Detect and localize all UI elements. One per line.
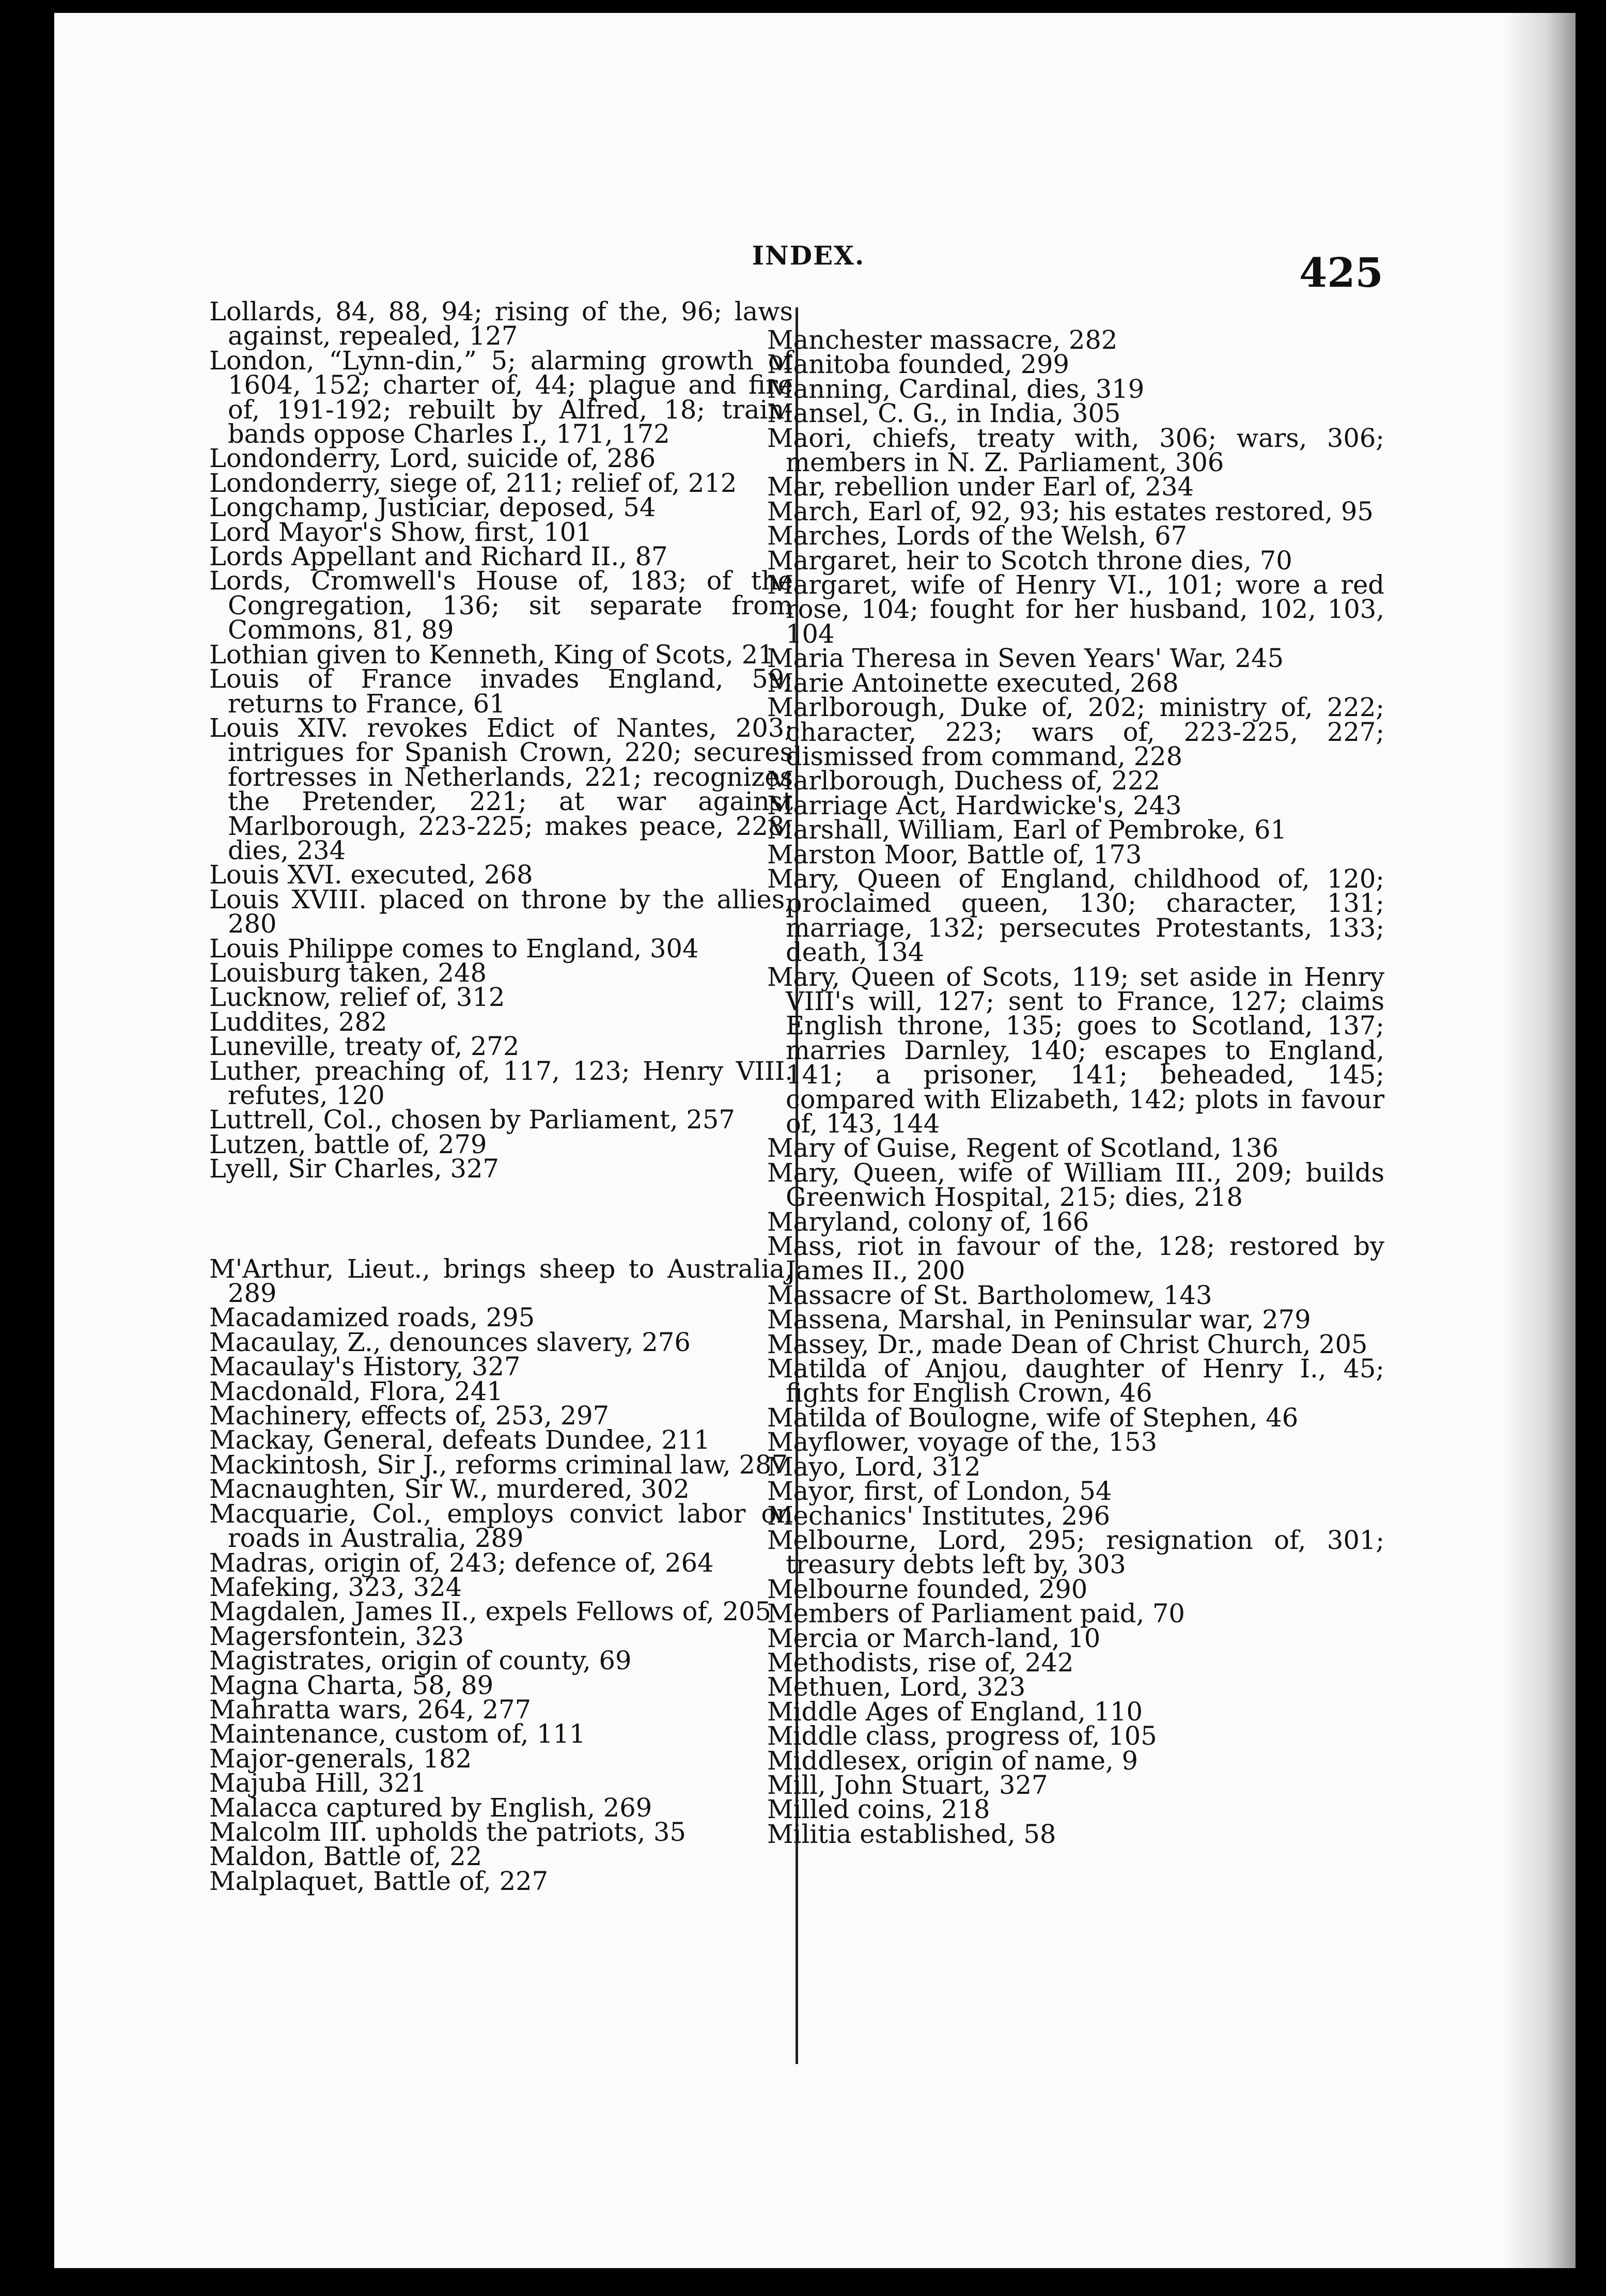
index-entry: Mary, Queen of Scots, 119; set aside in Henry VIII's will, 127; sent to France, 127; claims English throne, 135; goes to Scotland, 137; marries Darnley, 140; escapes to England, 141; a prisoner, 141; beheaded, 145; compared with Elizabeth, 142; plots in favour of, 143, 144 xyxy=(767,961,1384,1139)
index-entry: Magersfontein, 323 xyxy=(209,1621,464,1651)
right-column xyxy=(767,325,1384,1849)
index-entry: Macnaughten, Sir W., murdered, 302 xyxy=(209,1474,690,1504)
index-entry: Luttrell, Col., chosen by Parliament, 257 xyxy=(209,1105,735,1135)
index-entry: Mayor, first, of London, 54 xyxy=(767,1476,1112,1507)
index-entry: Maria Theresa in Seven Years' War, 245 xyxy=(767,643,1284,674)
index-entry: Lyell, Sir Charles, 327 xyxy=(209,1154,499,1184)
index-entry: Macadamized roads, 295 xyxy=(209,1302,535,1333)
index-entry: Machinery, effects of, 253, 297 xyxy=(209,1401,610,1431)
index-entry: Mayflower, voyage of the, 153 xyxy=(767,1427,1158,1457)
index-entry: Maldon, Battle of, 22 xyxy=(209,1841,482,1872)
index-entry: Mass, riot in favour of the, 128; restored by James II., 200 xyxy=(767,1231,1384,1286)
index-entry: Marshall, William, Earl of Pembroke, 61 xyxy=(767,815,1287,845)
index-entry: Members of Parliament paid, 70 xyxy=(767,1599,1185,1629)
index-entry: Magna Charta, 58, 89 xyxy=(209,1670,494,1700)
index-entry: Louis Philippe comes to England, 304 xyxy=(209,933,699,964)
index-entry: Matilda of Boulogne, wife of Stephen, 46 xyxy=(767,1402,1299,1433)
index-entry: Maori, chiefs, treaty with, 306; wars, 306; members in N. Z. Parliament, 306 xyxy=(767,423,1384,478)
index-entry: Macaulay, Z., denounces slavery, 276 xyxy=(209,1327,691,1357)
index-entry: Mayo, Lord, 312 xyxy=(767,1451,981,1482)
index-entry: Macquarie, Col., employs convict labor on roads in Australia, 289 xyxy=(209,1498,793,1554)
index-entry: Massena, Marshal, in Peninsular war, 279 xyxy=(767,1305,1311,1335)
index-page xyxy=(54,13,1576,2268)
index-entry: Lollards, 84, 88, 94; rising of the, 96; laws against, repealed, 127 xyxy=(209,297,793,351)
index-entry: Mackay, General, defeats Dundee, 211 xyxy=(209,1425,710,1455)
index-entry: Militia established, 58 xyxy=(767,1819,1056,1849)
index-entry: Mechanics' Institutes, 296 xyxy=(767,1500,1111,1531)
index-entry: Maryland, colony of, 166 xyxy=(767,1206,1089,1237)
index-entry: Marlborough, Duke of, 202; ministry of, 222; character, 223; wars of, 223-225, 227; dismissed from command, 228 xyxy=(767,692,1384,771)
section-gap xyxy=(209,1207,793,1231)
index-entry: Margaret, wife of Henry VI., 101; wore a red rose, 104; fought for her husband, 102, 103, 104 xyxy=(767,570,1384,649)
index-entry: Lucknow, relief of, 312 xyxy=(209,982,505,1013)
index-entry: Maintenance, custom of, 111 xyxy=(209,1719,586,1749)
left-column xyxy=(209,297,793,1896)
index-entry: Magdalen, James II., expels Fellows of, 205 xyxy=(209,1596,771,1627)
index-entry: Melbourne founded, 290 xyxy=(767,1574,1088,1604)
index-entry: Louis of France invades England, 59; returns to France, 61 xyxy=(209,664,793,719)
index-entry: M'Arthur, Lieut., brings sheep to Australia, 289 xyxy=(209,1253,793,1309)
index-entry: Luther, preaching of, 117, 123; Henry VIII. refutes, 120 xyxy=(209,1056,793,1110)
index-entry: Lutzen, battle of, 279 xyxy=(209,1129,487,1159)
index-entry: Mahratta wars, 264, 277 xyxy=(209,1694,532,1725)
index-entry: Massacre of St. Bartholomew, 143 xyxy=(767,1280,1212,1310)
index-entry: Longchamp, Justiciar, deposed, 54 xyxy=(209,492,656,523)
index-entry: Manitoba founded, 299 xyxy=(767,349,1070,380)
index-entry: Mary, Queen, wife of William III., 209; builds Greenwich Hospital, 215; dies, 218 xyxy=(767,1157,1384,1213)
index-entry: Luddites, 282 xyxy=(209,1006,387,1037)
index-entry: Matilda of Anjou, daughter of Henry I., 45; fights for English Crown, 46 xyxy=(767,1354,1384,1408)
index-entry: Mackintosh, Sir J., reforms criminal law, 287 xyxy=(209,1449,788,1480)
index-entry: Mill, John Stuart, 327 xyxy=(767,1770,1048,1800)
index-entry: Louisburg taken, 248 xyxy=(209,957,487,988)
index-entry: Magistrates, origin of county, 69 xyxy=(209,1646,632,1676)
index-entry: March, Earl of, 92, 93; his estates restored, 95 xyxy=(767,496,1374,526)
page-edge-shadow xyxy=(1503,13,1576,2268)
index-entry: Macaulay's History, 327 xyxy=(209,1352,521,1382)
index-entry: Manchester massacre, 282 xyxy=(767,325,1118,355)
index-entry: Louis XIV. revokes Edict of Nantes, 203; intrigues for Spanish Crown, 220; secures fortresses in Netherlands, 221; recognizes the Pretender, 221; at war against Marlborough, 223-225; makes peace, 228; dies, 234 xyxy=(209,712,793,865)
page-number: 425 xyxy=(1299,250,1383,297)
index-entry: Marlborough, Duchess of, 222 xyxy=(767,766,1160,796)
index-entry: Major-generals, 182 xyxy=(209,1743,472,1774)
index-entry: Majuba Hill, 321 xyxy=(209,1768,427,1798)
index-entry: Mar, rebellion under Earl of, 234 xyxy=(767,472,1194,502)
index-entry: Luneville, treaty of, 272 xyxy=(209,1031,520,1062)
index-entry: Mafeking, 323, 324 xyxy=(209,1572,462,1602)
index-entry: Mercia or March-land, 10 xyxy=(767,1623,1101,1653)
index-entry: Marches, Lords of the Welsh, 67 xyxy=(767,521,1188,551)
index-entry: Lord Mayor's Show, first, 101 xyxy=(209,517,592,547)
index-entry: Mary, Queen of England, childhood of, 120; proclaimed queen, 130; character, 131; marriage, 132; persecutes Protestants, 133; death, 134 xyxy=(767,863,1384,968)
index-entry: Marriage Act, Hardwicke's, 243 xyxy=(767,790,1182,820)
index-entry: Margaret, heir to Scotch throne dies, 70 xyxy=(767,545,1292,576)
index-entry: Malplaquet, Battle of, 227 xyxy=(209,1866,549,1896)
index-entry: Louis XVI. executed, 268 xyxy=(209,860,533,890)
index-entry: Middle Ages of England, 110 xyxy=(767,1696,1143,1727)
index-entry: Macdonald, Flora, 241 xyxy=(209,1376,503,1406)
index-entry: Louis XVIII. placed on throne by the allies, 280 xyxy=(209,884,793,939)
index-entry: Londonderry, siege of, 211; relief of, 212 xyxy=(209,468,737,498)
index-entry: Middlesex, origin of name, 9 xyxy=(767,1745,1138,1776)
index-entry: Mary of Guise, Regent of Scotland, 136 xyxy=(767,1133,1278,1163)
index-entry: Milled coins, 218 xyxy=(767,1794,990,1825)
index-entry: Massey, Dr., made Dean of Christ Church, 205 xyxy=(767,1329,1368,1359)
index-entry: Malcolm III. upholds the patriots, 35 xyxy=(209,1817,687,1847)
index-entry: Methodists, rise of, 242 xyxy=(767,1647,1074,1678)
index-entry: Malacca captured by English, 269 xyxy=(209,1792,652,1823)
index-entry: Marston Moor, Battle of, 173 xyxy=(767,839,1142,870)
index-entry: Marie Antoinette executed, 268 xyxy=(767,668,1179,698)
index-entry: Lords, Cromwell's House of, 183; of the Congregation, 136; sit separate from Commons, 81, 89 xyxy=(209,566,793,645)
index-entry: Lothian given to Kenneth, King of Scots, 21 xyxy=(209,639,774,670)
index-entry: Mansel, C. G., in India, 305 xyxy=(767,398,1121,429)
running-header: INDEX. xyxy=(752,240,865,271)
index-entry: Manning, Cardinal, dies, 319 xyxy=(767,374,1145,404)
index-entry: London, “Lynn-din,” 5; alarming growth of 1604, 152; charter of, 44; plague and fire of, 191-192; rebuilt by Alfred, 18; train-bands oppose Charles I., 171, 172 xyxy=(209,345,793,449)
index-entry: Londonderry, Lord, suicide of, 286 xyxy=(209,443,656,474)
index-entry: Madras, origin of, 243; defence of, 264 xyxy=(209,1547,714,1578)
index-entry: Middle class, progress of, 105 xyxy=(767,1721,1157,1751)
index-entry: Lords Appellant and Richard II., 87 xyxy=(209,541,668,572)
index-entry: Melbourne, Lord, 295; resignation of, 301; treasury debts left by, 303 xyxy=(767,1525,1384,1580)
index-entry: Methuen, Lord, 323 xyxy=(767,1672,1026,1702)
